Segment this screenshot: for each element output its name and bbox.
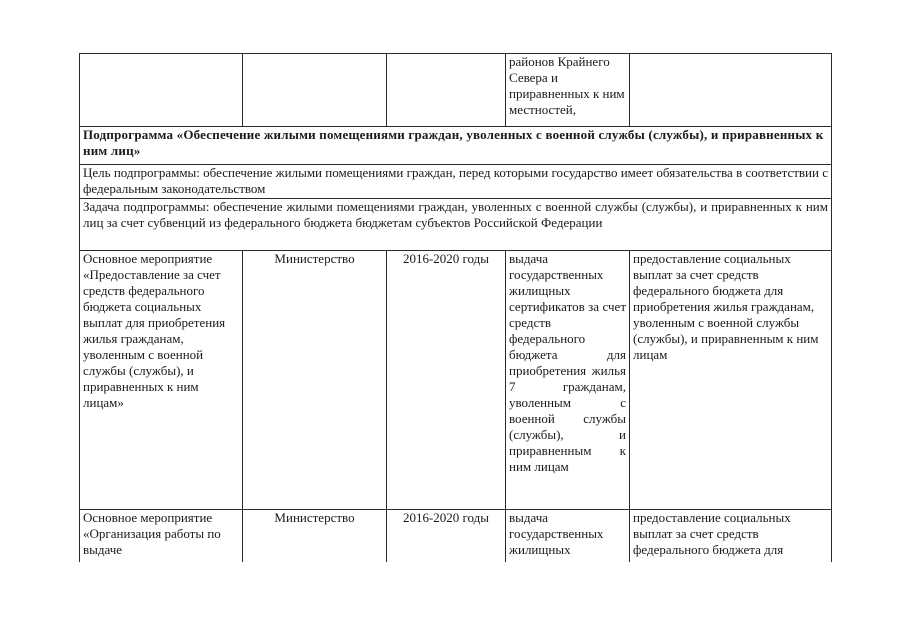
subprogram-goal: Цель подпрограммы: обеспечение жилыми помещениями граждан, перед которыми государство имеет обязательства в соответствии с федеральным законодательством: [80, 165, 832, 199]
period-cell: 2016-2020 годы: [387, 251, 506, 510]
activities-table: [79, 53, 832, 562]
subprogram-task: Задача подпрограммы: обеспечение жилыми помещениями граждан, уволенных с военной службы (службы), и приравненных к ним лиц за счет субвенций из федерального бюджета бюджетам субъектов Российской Федерации: [80, 199, 832, 251]
goal-link-cell: предоставление социальных выплат за счет средств федерального бюджета для: [630, 510, 832, 562]
result-cell: районов Крайнего Севера и приравненных к ним местностей,: [506, 54, 630, 127]
subprogram-header-row: [80, 127, 832, 165]
table-row: [80, 54, 832, 127]
goal-link-cell: предоставление социальных выплат за счет средств федерального бюджета для приобретения жилья гражданам, уволенным с военной службы (службы), и приравненным к ним лицам: [630, 251, 832, 510]
activity-cell: Основное мероприятие «Предоставление за счет средств федерального бюджета социальных выплат для приобретения жилья гражданам, уволенным с военной службы (службы), и приравненных к ним лицам»: [80, 251, 243, 510]
goal-row: [80, 165, 832, 199]
period-cell: 2016-2020 годы: [387, 510, 506, 562]
subprogram-title: Подпрограмма «Обеспечение жилыми помещениями граждан, уволенных с военной службы (службы), и приравненных к ним лиц»: [80, 127, 832, 165]
table-cell: [243, 54, 387, 127]
responsible-cell: Министерство: [243, 510, 387, 562]
responsible-cell: Министерство: [243, 251, 387, 510]
table-row: [80, 510, 832, 562]
result-cell: выдача государственных жилищных сертификатов за счет средств федерального бюджета для приобретения жилья 7 гражданам, уволенным с военной службы (службы), и приравненным к ним лицам: [506, 251, 630, 510]
table-row: [80, 251, 832, 510]
activity-cell: Основное мероприятие «Организация работы по выдаче: [80, 510, 243, 562]
task-row: [80, 199, 832, 251]
table-cell: [630, 54, 832, 127]
table-cell: [387, 54, 506, 127]
result-cell: выдача государственных жилищных: [506, 510, 630, 562]
table-cell: [80, 54, 243, 127]
